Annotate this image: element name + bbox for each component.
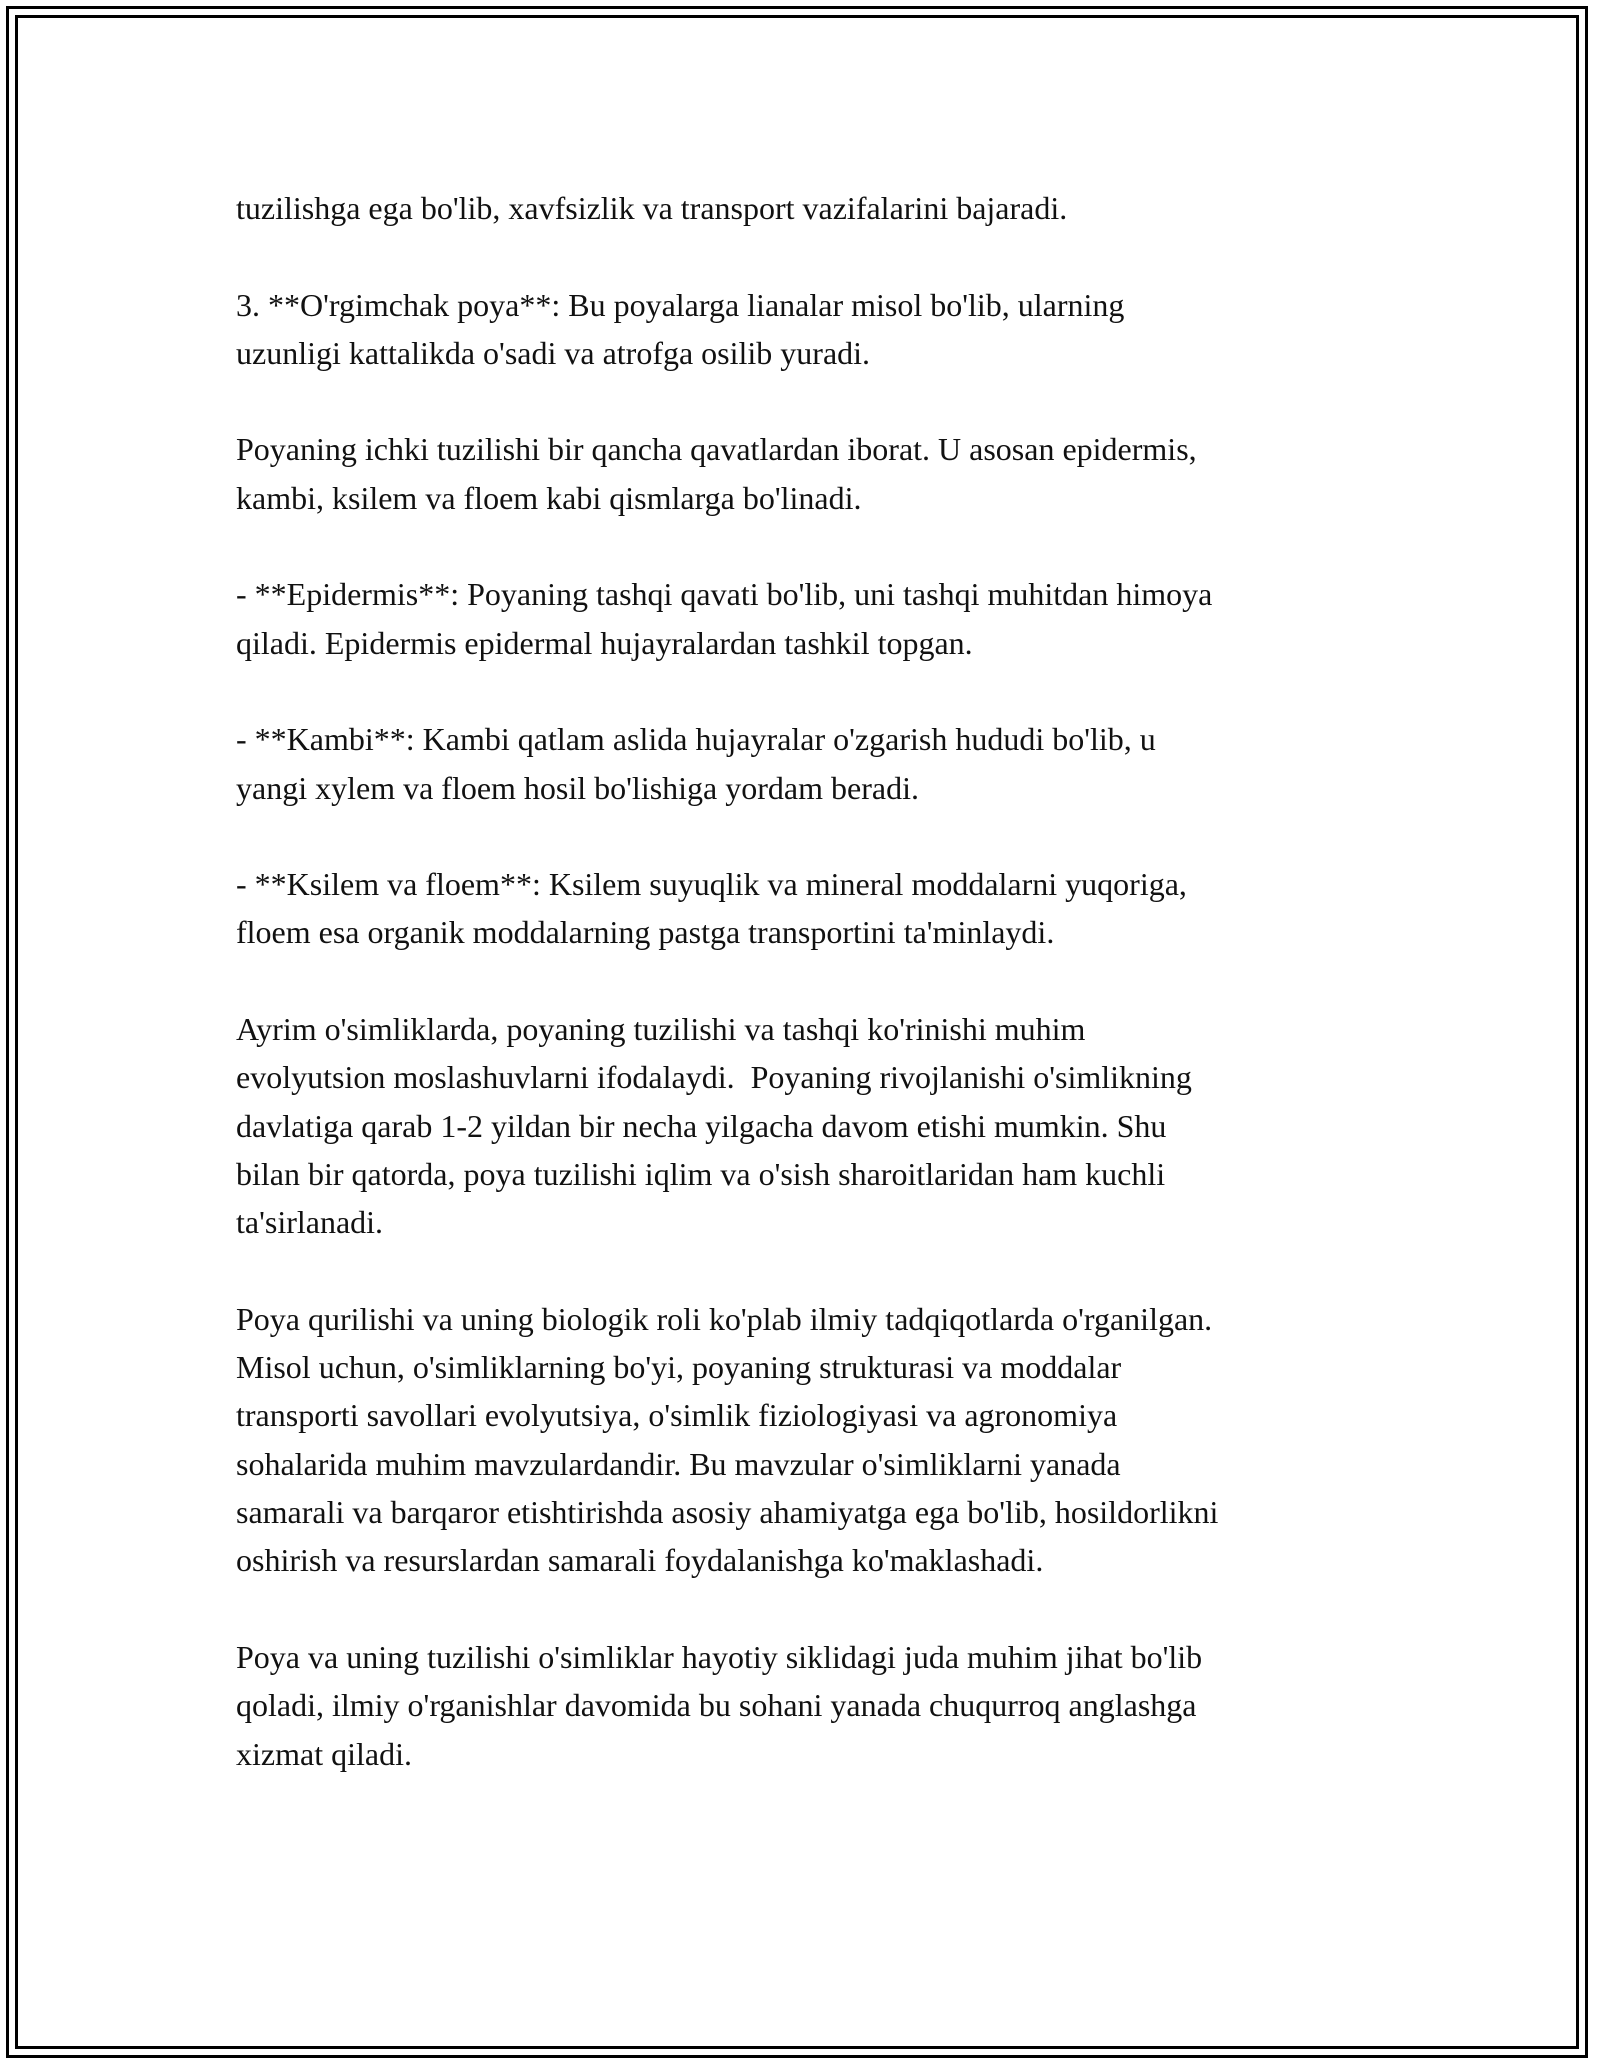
paragraph-stem-continuation: tuzilishga ega bo'lib, xavfsizlik va transport vazifalarini bajaradi. [236,190,1068,226]
paragraph-climbing-stem: 3. **O'rgimchak poya**: Bu poyalarga lianalar misol bo'lib, ularning uzunligi kattalikda o'sadi va atrofga osilib yuradi. [236,286,1125,371]
paragraph-scientific-research: Poya qurilishi va uning biologik roli ko'plab ilmiy tadqiqotlarda o'rganilgan. Misol uchun, o'simliklarning bo'yi, poyaning strukturasi va moddalar transporti savollari evolyutsiya, o'simlik fiziologiyasi va agronomiya sohalarida muhim mavzulardandir. Bu mavzular o'simliklarni yanada samarali va barqaror etishtirishda asosiy ahamiyatga ega bo'lib, hosildorlikni oshirish va resurslardan samarali foydalanishga ko'maklashadi. [236,1300,1219,1579]
document-body [236,184,1366,1826]
paragraph-epidermis: - **Epidermis**: Poyaning tashqi qavati bo'lib, uni tashqi muhitdan himoya qiladi. Epidermis epidermal hujayralardan tashkil topgan. [236,576,1213,661]
paragraph-cambium: - **Kambi**: Kambi qatlam aslida hujayralar o'zgarish hududi bo'lib, u yangi xylem va floem hosil bo'lishiga yordam beradi. [236,721,1156,806]
paragraph-internal-structure: Poyaning ichki tuzilishi bir qancha qavatlardan iborat. U asosan epidermis, kambi, ksilem va floem kabi qismlarga bo'linadi. [236,431,1197,516]
paragraph-evolutionary-adaptation: Ayrim o'simliklarda, poyaning tuzilishi va tashqi ko'rinishi muhim evolyutsion moslashuvlarni ifodalaydi. Poyaning rivojlanishi o'simlikning davlatiga qarab 1-2 yildan bir necha yilgacha davom etishi mumkin. Shu bilan bir qatorda, poya tuzilishi iqlim va o'sish sharoitlaridan ham kuchli ta'sirlanadi. [236,1011,1192,1241]
paragraph-xylem-phloem: - **Ksilem va floem**: Ksilem suyuqlik va mineral moddalarni yuqoriga, floem esa organik moddalarning pastga transportini ta'minlaydi. [236,866,1187,951]
paragraph-conclusion: Poya va uning tuzilishi o'simliklar hayotiy siklidagi juda muhim jihat bo'lib qoladi, ilmiy o'rganishlar davomida bu sohani yanada chuqurroq anglashga xizmat qiladi. [236,1638,1203,1772]
